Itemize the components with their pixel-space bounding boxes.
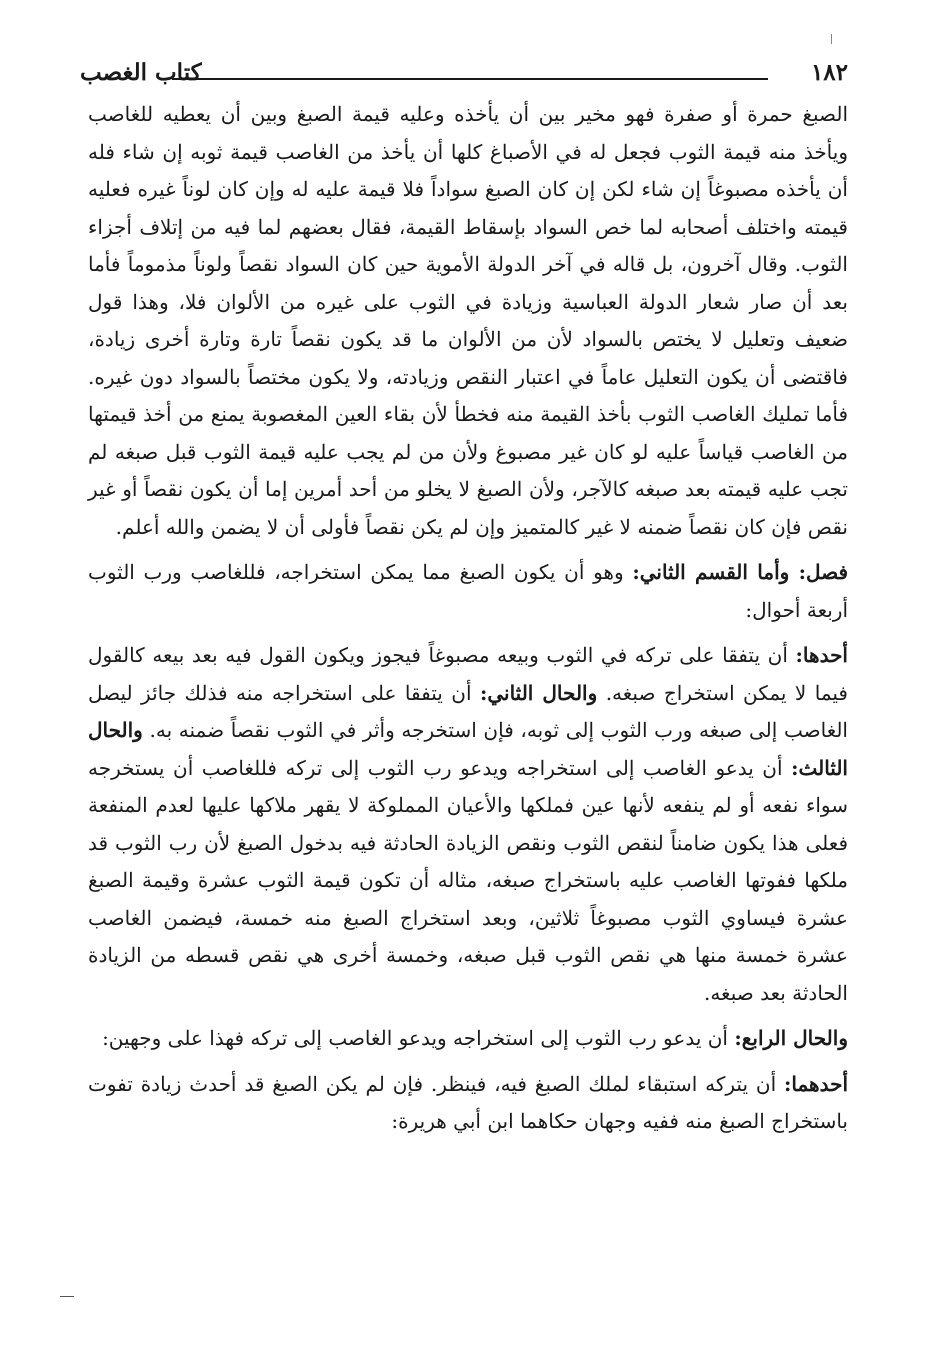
paragraph-1 (88, 96, 848, 546)
paragraph-1-text: الصبغ حمرة أو صفرة فهو مخير بين أن يأخذه وعليه قيمة الصبغ وبين أن يعطيه للغاصب ويأخذ منه قيمة الثوب فجعل له في الأصباغ كلها أن يأخذ من الغاصب قيمة ثوبه إن شاء فله أن يأخذه مصبوغاً إن شاء لكن إن كان الصبغ سواداً فلا قيمة عليه له وإن كان لوناً غيره فعليه قيمته واختلف أصحابه لما خص السواد بإسقاط القيمة، فقال بعضهم لما فيه من إتلاف أجزاء الثوب. وقال آخرون، بل قاله في آخر الدولة الأموية حين كان السواد نقصاً ولوناً مذموماً فأما بعد أن صار شعار الدولة العباسية وزيادة في الثوب على غيره من الألوان فلا، وهذا قول ضعيف وتعليل لا يختص بالسواد لأن من الألوان ما قد يكون نقصاً تارة وتارة أخرى زيادة، فاقتضى أن يكون التعليل عاماً في اعتبار النقص وزيادته، ولا يكون مختصاً بالسواد دون غيره. فأما تمليك الغاصب الثوب بأخذ القيمة منه فخطأ لأن بقاء العين المغصوبة يمنع من أخذ قيمتها من الغاصب قياساً عليه لو كان غير مصبوغ ولأن من لم يجب عليه قيمة الثوب قبل صبغه لم تجب عليه قيمته بعد صبغه كالآجر، ولأن الصبغ لا يخلو من أحد أمرين إما أن يكون نقصاً أو غير نقص فإن كان نقصاً ضمنه لا غير كالمتميز وإن لم يكن نقصاً فأولى أن لا يضمن والله أعلم. (88, 102, 848, 539)
section-heading: فصل: وأما القسم الثاني: (632, 560, 849, 584)
aspect-1-heading: أحدهما: (784, 1071, 849, 1096)
case-3-heading: والحال الثالث: (88, 718, 848, 780)
page-corner-mark (831, 34, 832, 44)
page-number: ١٨٢ (810, 59, 848, 86)
case-1-heading: أحدها: (795, 643, 848, 667)
body-text (88, 96, 848, 1141)
book-title: كتاب الغصب (80, 59, 202, 86)
paragraph-3 (88, 637, 848, 1012)
margin-mark (60, 1296, 74, 1297)
case-3-text: أن يدعو الغاصب إلى استخراجه ويدعو رب الثوب إلى تركه فللغاصب أن يستخرجه سواء نفعه أو لم ينفعه لأنها عين فملكها والأعيان المملوكة لا يقهر ملاكها عليها لعدم المنفعة فعلى هذا يكون ضامناً لنقص الثوب ونقص الزيادة الحادثة فيه بدخول الصبغ لأن رب الثوب قد ملكها ففوتها الغاصب عليه باستخراج صبغه، مثاله أن تكون قيمة الثوب عشرة وقيمة الصبغ عشرة فيساوي الثوب مصبوغاً ثلاثين، وبعد استخراج الصبغ منه خمسة، فيضمن الغاصب عشرة خمسة منها هي نقص الثوب قبل صبغه، وخمسة أخرى هي نقص قسطه من الزيادة الحادثة بعد صبغه. (88, 755, 848, 1005)
paragraph-2-text: وهو أن يكون الصبغ مما يمكن استخراجه، فللغاصب ورب الثوب أربعة أحوال: (88, 560, 848, 622)
aspect-1-text: أن يتركه استبقاء لملك الصبغ فيه، فينظر. فإن لم يكن الصبغ قد أحدث زيادة تفوت باستخراج الصبغ منه ففيه وجهان حكاهما ابن أبي هريرة: (88, 1071, 848, 1133)
header-rule (172, 78, 768, 80)
case-2-text: أن يتفقا على استخراجه منه فذلك جائز ليصل الغاصب إلى صبغه ورب الثوب إلى ثوبه، فإن استخرجه وأثر في الثوب نقصاً ضمنه به. (88, 680, 848, 742)
case-4-text: أن يدعو رب الثوب إلى استخراجه ويدعو الغاصب إلى تركه فهذا على وجهين: (102, 1026, 728, 1050)
paragraph-4 (88, 1020, 848, 1058)
paragraph-5 (88, 1066, 848, 1141)
running-header (80, 58, 848, 92)
case-1-text: أن يتفقا على تركه في الثوب وبيعه مصبوغاً فيجوز ويكون القول فيه بعد بيعه كالقول فيما لا يمكن استخراج صبغه. (88, 643, 848, 705)
case-2-heading: والحال الثاني: (479, 680, 598, 705)
case-4-heading: والحال الرابع: (734, 1026, 848, 1050)
paragraph-2 (88, 554, 848, 629)
